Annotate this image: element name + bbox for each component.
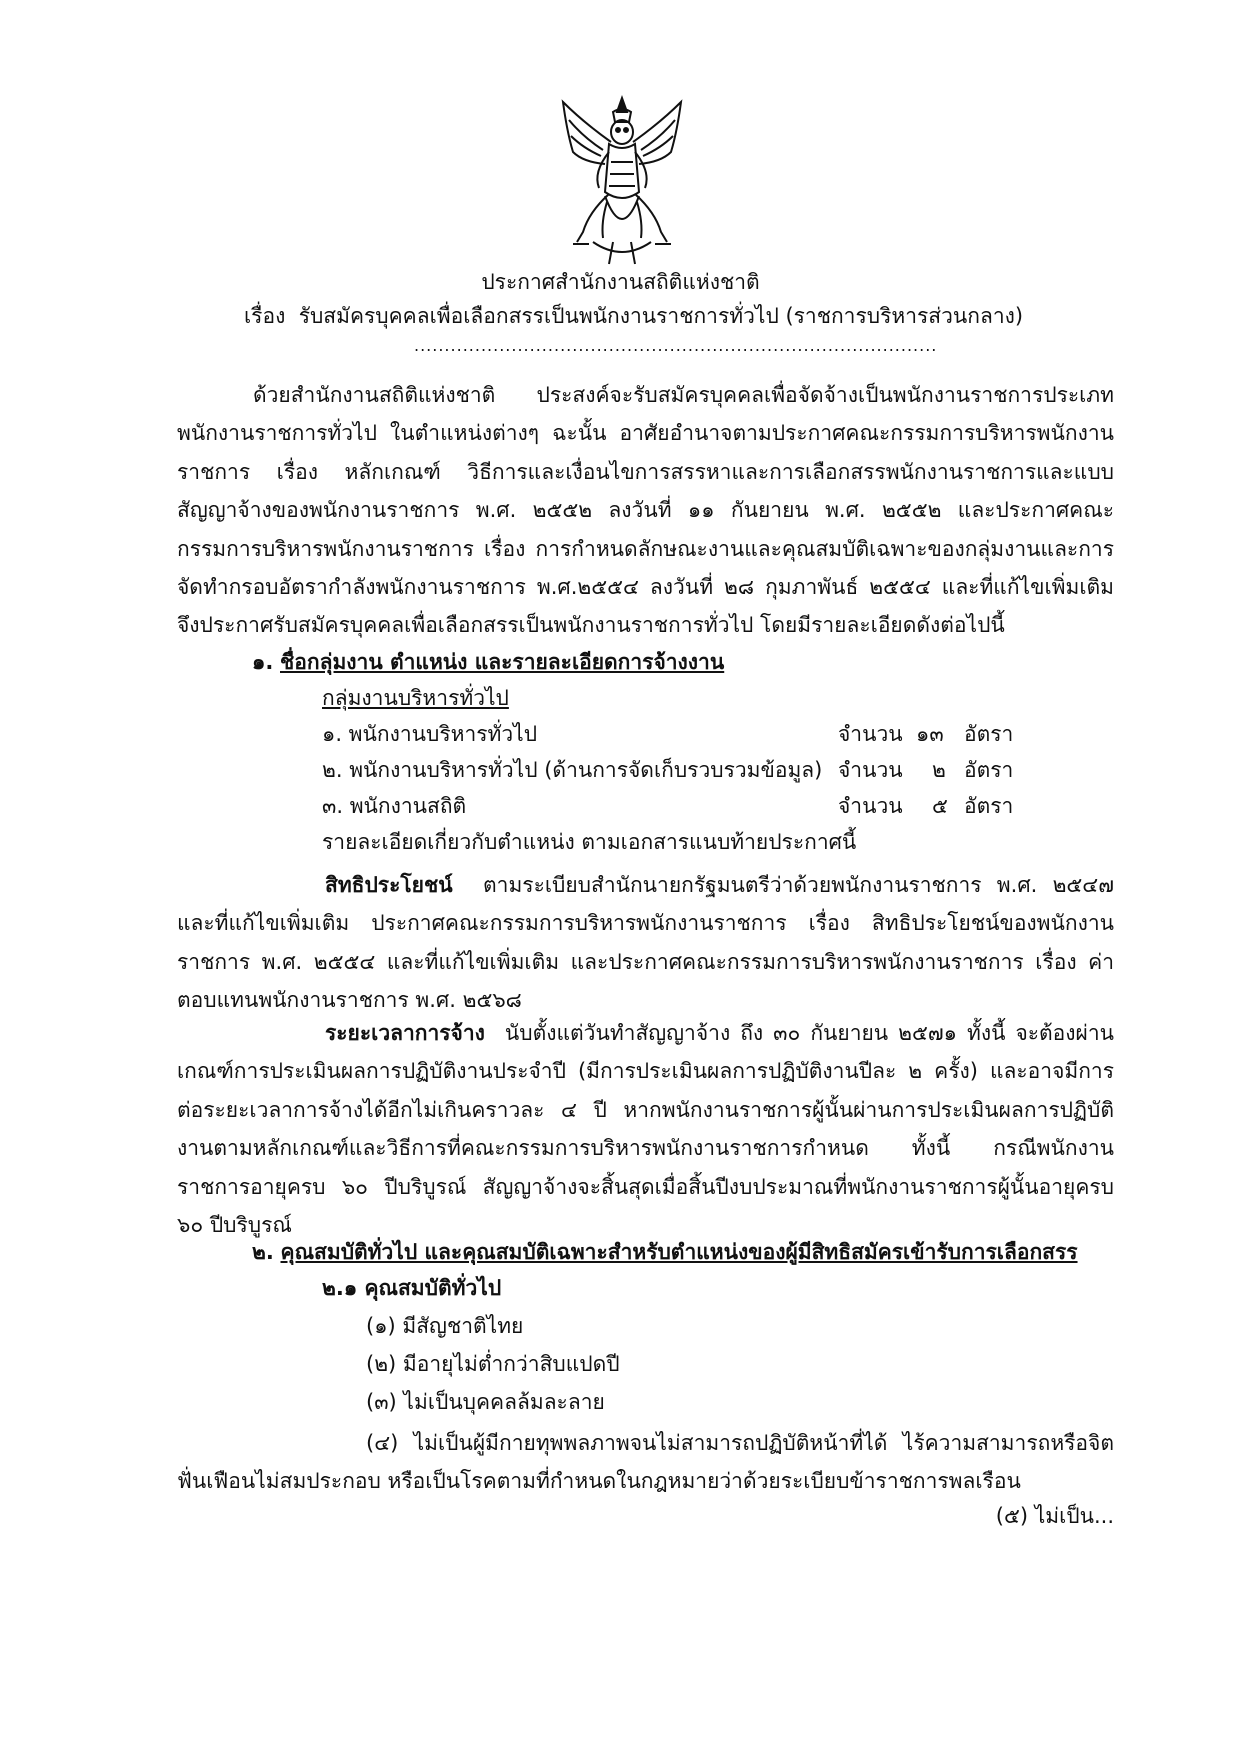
section2-heading <box>252 1236 1078 1269</box>
qualification-item: (๑) มีสัญชาติไทย <box>366 1314 524 1338</box>
section1-heading <box>252 646 724 679</box>
position-unit: อัตรา <box>964 722 1014 746</box>
position-name: ๒. พนักงานบริหารทั่วไป (ด้านการจัดเก็บรวบรวมข้อมูล) <box>322 758 823 782</box>
garuda-emblem <box>553 92 691 270</box>
position-count-label: จำนวน <box>838 794 903 818</box>
benefits-text: ตามระเบียบสำนักนายกรัฐมนตรีว่าด้วยพนักงานราชการ พ.ศ. ๒๕๔๗ และที่แก้ไขเพิ่มเติม ประกาศคณะกรรมการบริหารพนักงานราชการ เรื่อง สิทธิประโยชน์ของพนักงานราชการ พ.ศ. ๒๕๕๔ และที่แก้ไขเพิ่มเติม และประกาศคณะกรรมการบริหารพนักงานราชการ เรื่อง ค่าตอบแทนพนักงานราชการ พ.ศ. ๒๕๖๘ <box>177 873 1114 1013</box>
position-count: ๑๓ <box>916 722 944 746</box>
position-name: ๓. พนักงานสถิติ <box>322 794 467 818</box>
position-count: ๕ <box>932 794 948 818</box>
dotted-rule: ...................................................................................... <box>414 336 938 355</box>
subsection-2-1: ๒.๑ คุณสมบัติทั่วไป <box>322 1276 502 1300</box>
period-text: นับตั้งแต่วันทำสัญญาจ้าง ถึง ๓๐ กันยายน ๒๕๗๑ ทั้งนี้ จะต้องผ่านเกณฑ์การประเมินผลการปฏิบัติงานประจำปี (มีการประเมินผลการปฏิบัติงานปีละ ๒ ครั้ง) และอาจมีการต่อระยะเวลาการจ้างได้อีกไม่เกินคราวละ ๔ ปี หากพนักงานราชการผู้นั้นผ่านการประเมินผลการปฏิบัติงานตามหลักเกณฑ์และวิธีการที่คณะกรรมการบริหารพนักงานราชการกำหนด ทั้งนี้ กรณีพนักงานราชการอายุครบ ๖๐ ปีบริบูรณ์ สัญญาจ้างจะสิ้นสุดเมื่อสิ้นปีงบประมาณที่พนักงานราชการผู้นั้นอายุครบ ๖๐ ปีบริบูรณ์ <box>177 1021 1114 1238</box>
position-name: ๑. พนักงานบริหารทั่วไป <box>322 722 538 746</box>
benefits-paragraph <box>177 866 1114 1020</box>
position-count-label: จำนวน <box>838 722 903 746</box>
subject-line <box>244 300 1023 333</box>
section1-title: ชื่อกลุ่มงาน ตำแหน่ง และรายละเอียดการจ้างงาน <box>280 650 725 674</box>
announcement-title: ประกาศสำนักงานสถิติแห่งชาติ <box>481 270 760 294</box>
section2-number: ๒. <box>252 1240 274 1264</box>
continuation-marker: (๕) ไม่เป็น... <box>995 1504 1114 1528</box>
position-note: รายละเอียดเกี่ยวกับตำแหน่ง ตามเอกสารแนบท้ายประกาศนี้ <box>322 830 857 854</box>
subject-text: รับสมัครบุคคลเพื่อเลือกสรรเป็นพนักงานราชการทั่วไป (ราชการบริหารส่วนกลาง) <box>298 304 1024 328</box>
qualification-item-4: (๔) ไม่เป็นผู้มีกายทุพพลภาพจนไม่สามารถปฏิบัติหน้าที่ได้ ไร้ความสามารถหรือจิตฟั่นเฟือนไม่สมประกอบ หรือเป็นโรคตามที่กำหนดในกฎหมายว่าด้วยระเบียบข้าราชการพลเรือน <box>177 1431 1114 1494</box>
period-paragraph <box>177 1014 1114 1244</box>
period-label: ระยะเวลาการจ้าง <box>325 1021 485 1045</box>
intro-paragraph: ด้วยสำนักงานสถิติแห่งชาติ ประสงค์จะรับสมัครบุคคลเพื่อจัดจ้างเป็นพนักงานราชการประเภทพนักงานราชการทั่วไป ในตำแหน่งต่างๆ ฉะนั้น อาศัยอำนาจตามประกาศคณะกรรมการบริหารพนักงานราชการ เรื่อง หลักเกณฑ์ วิธีการและเงื่อนไขการสรรหาและการเลือกสรรพนักงานราชการและแบบสัญญาจ้างของพนักงานราชการ พ.ศ. ๒๕๕๒ ลงวันที่ ๑๑ กันยายน พ.ศ. ๒๕๕๒ และประกาศคณะกรรมการบริหารพนักงานราชการ เรื่อง การกำหนดลักษณะงานและคุณสมบัติเฉพาะของกลุ่มงานและการจัดทำกรอบอัตรากำลังพนักงานราชการ พ.ศ.๒๕๕๔ ลงวันที่ ๒๘ กุมภาพันธ์ ๒๕๕๔ และที่แก้ไขเพิ่มเติม จึงประกาศรับสมัครบุคคลเพื่อเลือกสรรเป็นพนักงานราชการทั่วไป โดยมีรายละเอียดดังต่อไปนี้ <box>177 383 1114 638</box>
section1-number: ๑. <box>252 650 274 674</box>
position-unit: อัตรา <box>964 758 1014 782</box>
position-count-label: จำนวน <box>838 758 903 782</box>
section2-title: คุณสมบัติทั่วไป และคุณสมบัติเฉพาะสำหรับตำแหน่งของผู้มีสิทธิสมัครเข้ารับการเลือกสรร <box>280 1240 1078 1264</box>
position-unit: อัตรา <box>964 794 1014 818</box>
position-count: ๒ <box>932 758 946 782</box>
benefits-label: สิทธิประโยชน์ <box>325 873 453 897</box>
qualification-item: (๓) ไม่เป็นบุคคลล้มละลาย <box>366 1390 605 1414</box>
group-name: กลุ่มงานบริหารทั่วไป <box>322 686 509 710</box>
qualification-item: (๒) มีอายุไม่ต่ำกว่าสิบแปดปี <box>366 1352 620 1376</box>
subject-label: เรื่อง <box>244 304 286 328</box>
